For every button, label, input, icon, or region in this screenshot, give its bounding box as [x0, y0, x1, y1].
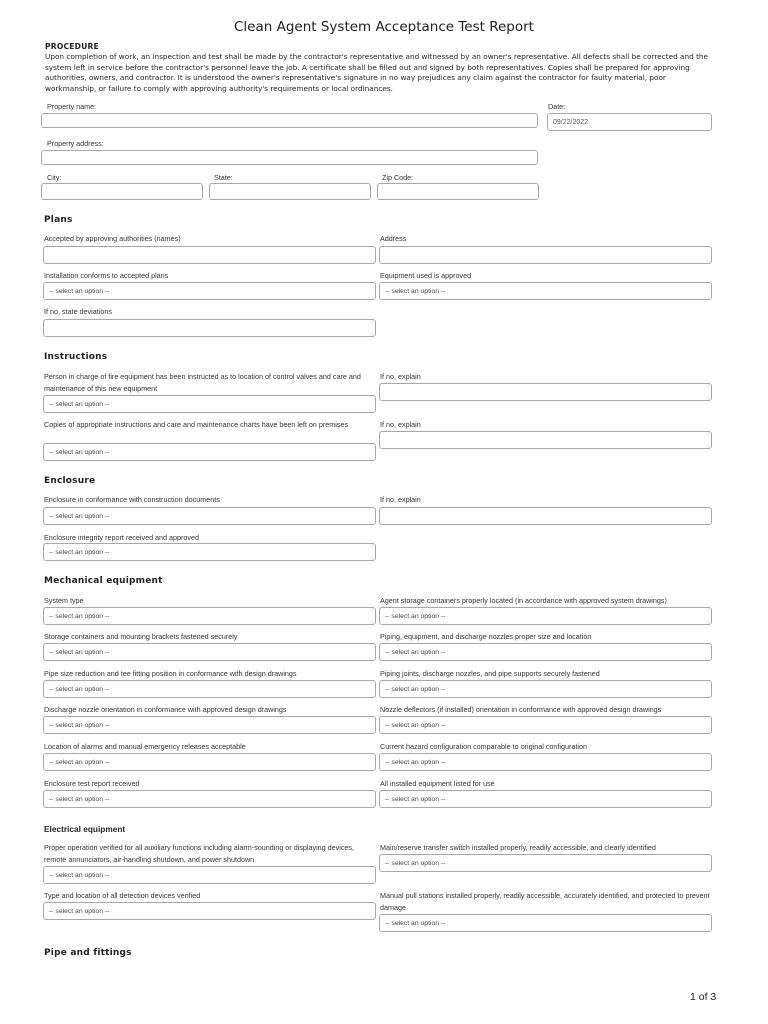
- piping-joints-label: Piping joints, discharge nozzles, and pipe supports securely fastened: [380, 669, 600, 678]
- detection-value: -- select an option --: [49, 908, 110, 915]
- pull-label: Manual pull stations installed properly, readily accessible, accurately identified, and protected to prevent damage: [380, 891, 710, 912]
- plans-equipment-select[interactable]: [379, 282, 712, 300]
- mechanical-heading: Mechanical equipment: [44, 576, 163, 586]
- pipe-fittings-heading: Pipe and fittings: [44, 948, 132, 958]
- piping-size-select[interactable]: [379, 643, 712, 661]
- hazard-select[interactable]: [379, 753, 712, 771]
- agent-storage-label: Agent storage containers properly located (in accordance with approved system drawings): [380, 596, 667, 605]
- test-report-value: -- select an option --: [49, 796, 110, 803]
- procedure-heading: PROCEDURE: [45, 42, 99, 51]
- date-label: Date:: [548, 102, 566, 111]
- agent-storage-select[interactable]: [379, 607, 712, 625]
- instructions-person-label: Person in charge of fire equipment has been instructed as to location of control valves and care and maintenance of this new equipment: [44, 372, 361, 393]
- test-report-select[interactable]: [43, 790, 376, 808]
- listed-value: -- select an option --: [385, 796, 446, 803]
- pipe-reduction-select[interactable]: [43, 680, 376, 698]
- property-name-label: Property name:: [47, 102, 97, 111]
- plans-deviations-input[interactable]: [43, 319, 376, 337]
- piping-joints-select[interactable]: [379, 680, 712, 698]
- instructions-explain2-input[interactable]: [379, 431, 712, 449]
- instructions-explain2-label: If no, explain: [380, 420, 421, 429]
- listed-label: All installed equipment listed for use: [380, 779, 495, 788]
- pull-select[interactable]: [379, 914, 712, 932]
- deflectors-label: Nozzle deflectors (if installed) orientation in conformance with approved design drawings: [380, 705, 662, 714]
- nozzle-orientation-label: Discharge nozzle orientation in conformance with approved design drawings: [44, 705, 287, 714]
- test-report-label: Enclosure test report received: [44, 779, 140, 788]
- property-address-input[interactable]: [41, 150, 538, 165]
- zip-input[interactable]: [377, 183, 539, 200]
- enclosure-explain-label: If no, explain: [380, 495, 421, 504]
- transfer-label: Main/reserve transfer switch installed properly, readily accessible, and clearly identified: [380, 843, 656, 852]
- piping-size-label: Piping, equipment, and discharge nozzles proper size and location: [380, 632, 592, 641]
- instructions-copies-select[interactable]: [43, 443, 376, 461]
- enclosure-integrity-value: -- select an option --: [49, 549, 110, 556]
- listed-select[interactable]: [379, 790, 712, 808]
- hazard-value: -- select an option --: [385, 759, 446, 766]
- agent-storage-value: -- select an option --: [385, 613, 446, 620]
- plans-equipment-label: Equipment used is approved: [380, 271, 472, 280]
- instructions-person-select[interactable]: [43, 395, 376, 413]
- alarms-value: -- select an option --: [49, 759, 110, 766]
- pipe-reduction-value: -- select an option --: [49, 686, 110, 693]
- deflectors-value: -- select an option --: [385, 722, 446, 729]
- auxiliary-label: Proper operation verified for all auxiliary functions including alarm-sounding or displaying devices, remote annunciators, air-handling shutdown, and power shutdown: [44, 843, 355, 864]
- system-type-value: -- select an option --: [49, 613, 110, 620]
- city-label: City:: [47, 173, 62, 182]
- property-name-input[interactable]: [41, 113, 538, 128]
- plans-heading: Plans: [44, 215, 73, 225]
- enclosure-heading: Enclosure: [44, 476, 96, 486]
- piping-joints-value: -- select an option --: [385, 686, 446, 693]
- enclosure-integrity-label: Enclosure integrity report received and approved: [44, 533, 200, 542]
- plans-deviations-label: If no, state deviations: [44, 307, 112, 316]
- page-title: Clean Agent System Acceptance Test Report: [234, 19, 534, 35]
- instructions-person-value: -- select an option --: [49, 401, 110, 408]
- plans-accepted-label: Accepted by approving authorities (names): [44, 234, 181, 243]
- enclosure-integrity-select[interactable]: [43, 543, 376, 561]
- procedure-text: Upon completion of work, an inspection and test shall be made by the contractor's representative and witnessed by an owner's representative. All defects shall be corrected and the system left in service before the contractor's personnel leave the job. A certificate shall be filled out and signed by both representatives. Copies shall be prepared for approving authorities, owners, and contractor. It is understood the owner's representative's signature in no way prejudices any claim against the contractor for faulty material, poor workmanship, or failure to comply with approving authority's requirements or local ordinances.: [45, 52, 709, 93]
- instructions-explain1-input[interactable]: [379, 383, 712, 401]
- system-type-select[interactable]: [43, 607, 376, 625]
- date-input[interactable]: [547, 113, 712, 131]
- alarms-label: Location of alarms and manual emergency releases acceptable: [44, 742, 246, 751]
- transfer-value: -- select an option --: [385, 860, 446, 867]
- instructions-explain1-label: If no, explain: [380, 372, 421, 381]
- enclosure-conformance-label: Enclosure in conformance with construction documents: [44, 495, 220, 504]
- brackets-select[interactable]: [43, 643, 376, 661]
- instructions-copies-value: -- select an option --: [49, 449, 110, 456]
- brackets-value: -- select an option --: [49, 649, 110, 656]
- brackets-label: Storage containers and mounting brackets fastened securely: [44, 632, 238, 641]
- enclosure-conformance-select[interactable]: [43, 507, 376, 525]
- electrical-heading: Electrical equipment: [44, 824, 126, 834]
- nozzle-orientation-select[interactable]: [43, 716, 376, 734]
- auxiliary-select[interactable]: [43, 866, 376, 884]
- plans-equipment-value: -- select an option --: [385, 288, 446, 295]
- state-label: State:: [214, 173, 233, 182]
- plans-conforms-select[interactable]: [43, 282, 376, 300]
- instructions-heading: Instructions: [44, 352, 108, 362]
- enclosure-conformance-value: -- select an option --: [49, 513, 110, 520]
- detection-select[interactable]: [43, 902, 376, 920]
- hazard-label: Current hazard configuration comparable to original configuration: [380, 742, 587, 751]
- plans-address-input[interactable]: [379, 246, 712, 264]
- plans-conforms-label: Installation conforms to accepted plans: [44, 271, 169, 280]
- city-input[interactable]: [41, 183, 203, 200]
- detection-label: Type and location of all detection devices verified: [44, 891, 201, 900]
- instructions-copies-label: Copies of appropriate instructions and care and maintenance charts have been left on premises: [44, 420, 349, 429]
- pull-value: -- select an option --: [385, 920, 446, 927]
- nozzle-orientation-value: -- select an option --: [49, 722, 110, 729]
- transfer-select[interactable]: [379, 854, 712, 872]
- plans-address-label: Address: [380, 234, 407, 243]
- enclosure-explain-input[interactable]: [379, 507, 712, 525]
- piping-size-value: -- select an option --: [385, 649, 446, 656]
- system-type-label: System type: [44, 596, 84, 605]
- property-address-label: Property address:: [47, 139, 104, 148]
- alarms-select[interactable]: [43, 753, 376, 771]
- auxiliary-value: -- select an option --: [49, 872, 110, 879]
- date-value: 09/22/2022: [553, 119, 589, 126]
- plans-conforms-value: -- select an option --: [49, 288, 110, 295]
- zip-label: Zip Code:: [382, 173, 414, 182]
- plans-accepted-input[interactable]: [43, 246, 376, 264]
- page-number: 1 of 3: [690, 991, 717, 1003]
- pipe-reduction-label: Pipe size reduction and tee fitting position in conformance with design drawings: [44, 669, 297, 678]
- state-input[interactable]: [209, 183, 371, 200]
- deflectors-select[interactable]: [379, 716, 712, 734]
